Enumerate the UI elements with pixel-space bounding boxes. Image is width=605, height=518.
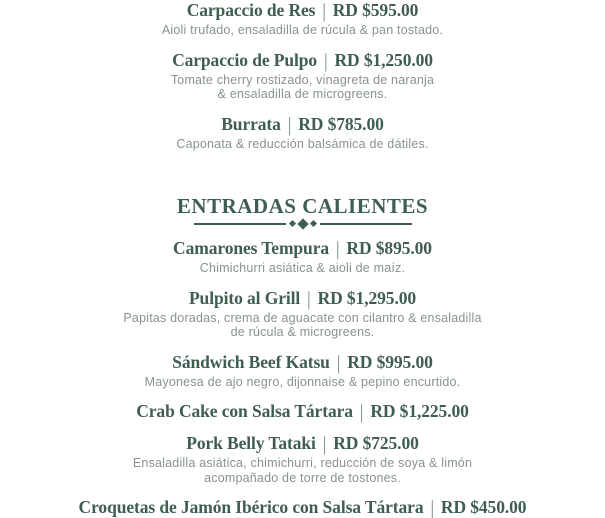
decor-line-right — [320, 223, 412, 225]
item-title — [23, 111, 583, 135]
description-line: Mayonesa de ajo negro, dijonnaise & pepino encurtido. — [144, 374, 461, 389]
item-price: RD $1,295.00 — [317, 287, 417, 308]
menu-item — [23, 111, 583, 152]
section-header-title: ENTRADAS CALIENTES — [176, 194, 429, 218]
menu-item — [23, 431, 583, 485]
section-header — [23, 195, 583, 228]
item-title — [23, 399, 583, 423]
item-price: RD $1,225.00 — [370, 401, 469, 421]
item-separator: | — [322, 0, 326, 22]
item-title — [23, 495, 583, 518]
diamond-icon — [309, 220, 316, 227]
item-price: RD $995.00 — [347, 351, 433, 372]
item-price: RD $450.00 — [440, 497, 527, 517]
description-line: de rúcula & microgreens. — [230, 325, 375, 339]
description-line: Ensaladilla asiática, chimichurri, reducción de soya & limón — [132, 456, 473, 470]
item-description — [23, 23, 583, 38]
item-name: Carpaccio de Res — [186, 0, 316, 20]
item-price: RD $595.00 — [332, 0, 419, 20]
item-price: RD $785.00 — [298, 113, 384, 134]
item-title — [23, 236, 583, 260]
item-name: Burrata — [221, 113, 281, 134]
item-description — [23, 375, 583, 390]
item-title — [23, 349, 583, 373]
item-name: Croquetas de Jamón Ibérico con Salsa Tártara — [78, 497, 424, 517]
description-line: & ensaladilla de microgreens. — [217, 87, 388, 101]
item-separator: | — [430, 495, 434, 518]
menu-item — [23, 285, 583, 340]
item-description — [23, 261, 583, 276]
menu-item — [23, 495, 583, 518]
item-name: Sándwich Beef Katsu — [172, 351, 330, 372]
item-title — [23, 47, 583, 71]
item-separator: | — [336, 349, 341, 373]
item-separator: | — [287, 111, 292, 135]
item-separator: | — [324, 47, 328, 71]
description-line: Caponata & reducción balsámica de dátiles. — [176, 136, 429, 151]
menu-item — [23, 1, 583, 38]
item-name: Pork Belly Tataki — [186, 433, 316, 453]
diamond-icon — [288, 220, 295, 227]
item-description — [23, 137, 583, 152]
item-description — [23, 456, 583, 485]
menu-item — [23, 349, 583, 390]
item-title — [23, 285, 583, 309]
item-name: Camarones Tempura — [173, 238, 330, 258]
menu-item — [23, 47, 583, 102]
item-separator: | — [359, 399, 364, 423]
menu-item — [23, 236, 583, 276]
item-price: RD $725.00 — [333, 433, 419, 453]
item-description — [23, 73, 583, 102]
menu-item — [23, 399, 583, 423]
item-name: Carpaccio de Pulpo — [172, 49, 318, 70]
header-underline-decoration — [23, 219, 583, 228]
item-separator: | — [307, 285, 311, 309]
item-title — [23, 431, 583, 455]
description-line: Chimichurri asiática & aioli de maíz. — [199, 261, 406, 275]
item-name: Pulpito al Grill — [188, 287, 301, 308]
description-line: Aioli trufado, ensaladilla de rúcula & pan tostado. — [161, 23, 444, 37]
description-line: Tomate cherry rostizado, vinagreta de naranja — [170, 72, 435, 87]
item-separator: | — [322, 431, 327, 455]
item-price: RD $895.00 — [346, 238, 432, 258]
decor-line-left — [194, 223, 286, 225]
item-price: RD $1,250.00 — [334, 49, 433, 70]
description-line: Papitas doradas, crema de aguacate con cilantro & ensaladilla — [123, 310, 482, 325]
item-title — [23, 1, 583, 20]
menu-content — [0, 1, 605, 517]
item-name: Crab Cake con Salsa Tártara — [136, 401, 353, 421]
description-line: acompañado de torre de tostones. — [204, 470, 401, 485]
item-description — [23, 311, 583, 340]
item-separator: | — [336, 236, 340, 260]
diamond-icon — [297, 218, 308, 229]
